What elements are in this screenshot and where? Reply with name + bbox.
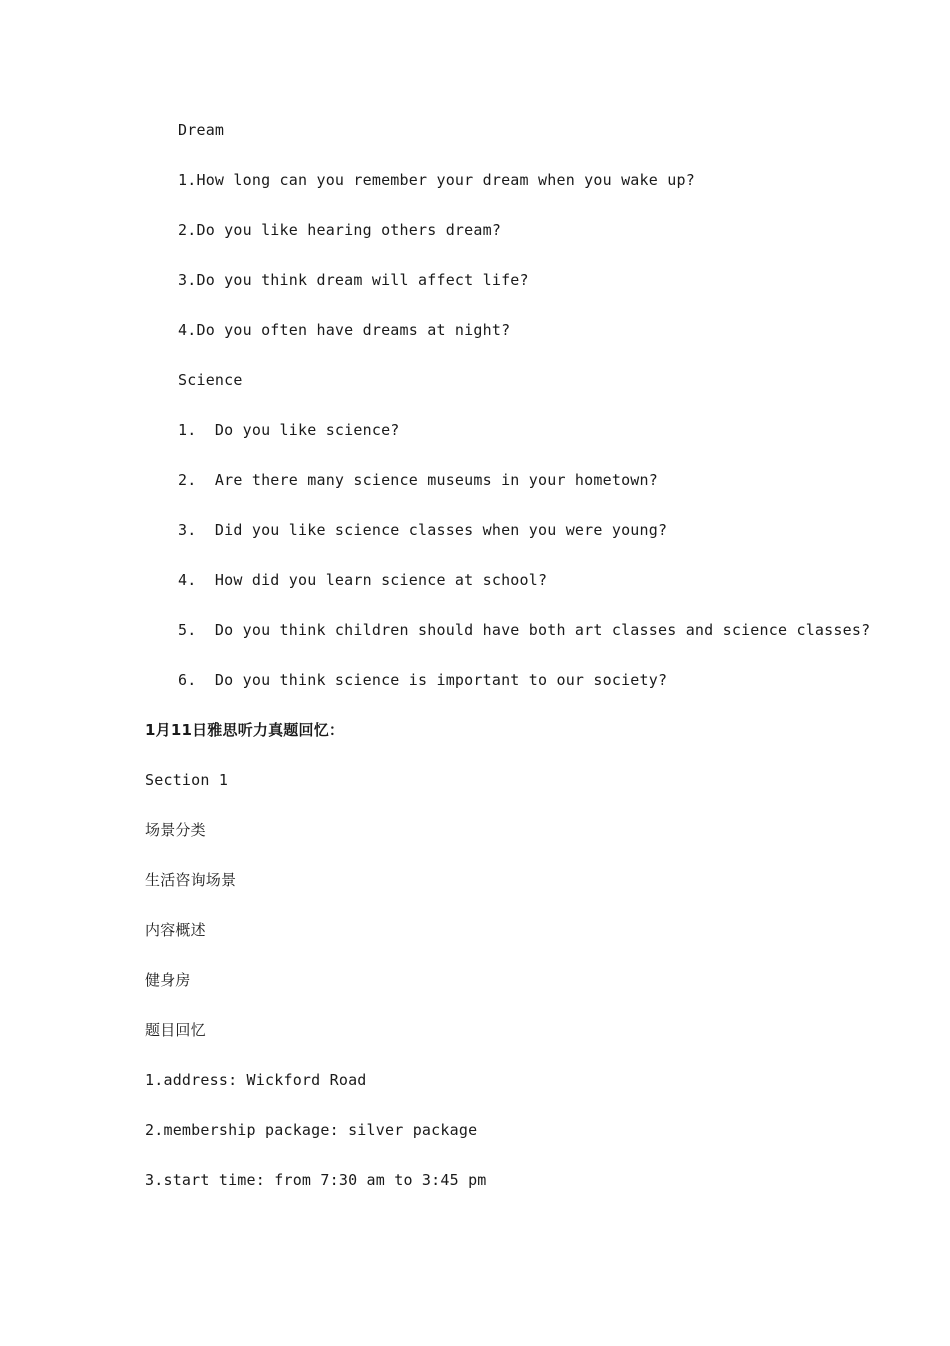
science-question-1: 1. Do you like science?: [178, 421, 400, 439]
content-summary-value: 健身房: [145, 971, 191, 989]
dream-title: Dream: [178, 121, 225, 139]
answer-1: 1.address: Wickford Road: [145, 1071, 367, 1089]
dream-question-2: 2.Do you like hearing others dream?: [178, 221, 502, 239]
content-summary-label: 内容概述: [145, 921, 206, 939]
answer-2: 2.membership package: silver package: [145, 1121, 478, 1139]
listening-heading: 1月11日雅思听力真题回忆：: [145, 721, 345, 739]
dream-question-1: 1.How long can you remember your dream when you wake up?: [178, 171, 695, 189]
science-question-5: 5. Do you think children should have both art classes and science classes?: [178, 621, 871, 639]
dream-question-4: 4.Do you often have dreams at night?: [178, 321, 511, 339]
section-label: Section 1: [145, 771, 229, 789]
question-recall-label: 题目回忆: [145, 1021, 206, 1039]
dream-question-3: 3.Do you think dream will affect life?: [178, 271, 529, 289]
scene-category-value: 生活咨询场景: [145, 871, 237, 889]
science-question-4: 4. How did you learn science at school?: [178, 571, 548, 589]
answer-3: 3.start time: from 7:30 am to 3:45 pm: [145, 1171, 487, 1189]
science-question-3: 3. Did you like science classes when you were young?: [178, 521, 668, 539]
science-question-6: 6. Do you think science is important to our society?: [178, 671, 668, 689]
science-title: Science: [178, 371, 243, 389]
scene-category-label: 场景分类: [145, 821, 206, 839]
science-question-2: 2. Are there many science museums in your hometown?: [178, 471, 658, 489]
